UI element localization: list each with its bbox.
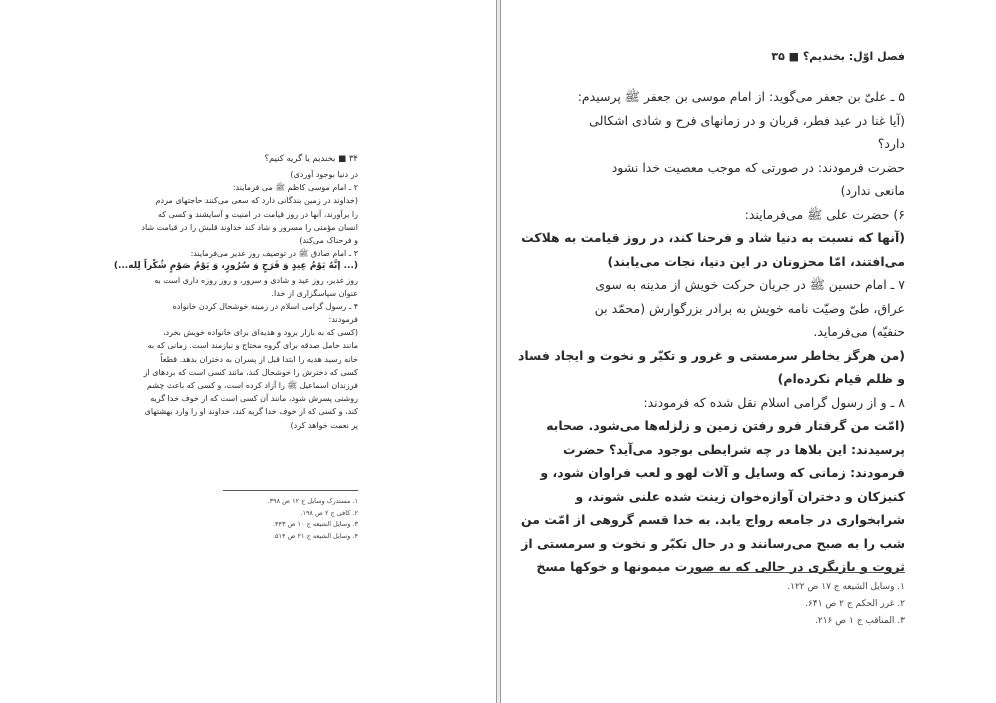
right-quote-line: فرمودند: زمانی که وسایل و آلات لهو و لعب فراوان شود، و <box>540 465 905 480</box>
left-line: در دنیا بوجود آوردی) <box>290 170 358 179</box>
right-quote-line: (من هرگز بخاطر سرمستی و غرور و تکبّر و نخوت و ایجاد فساد <box>517 347 905 363</box>
right-footnotes <box>600 572 905 630</box>
left-line: ۲ ـ امام موسی کاظم ﷺ می فرمایند: <box>232 183 358 193</box>
right-quote-line: کنیزکان و دختران آوازه‌خوان زینت شده علنی شوند، و <box>575 488 905 504</box>
left-page-header: ۳۴ ■ بخندیم یا گریه کنیم؟ <box>264 154 358 164</box>
right-quote-line: پرسیدند: این بلاها در چه شرایطی بوجود می‌آید؟ حضرت <box>563 441 905 457</box>
left-line: ۴ ـ رسول گرامی اسلام در زمینه خوشحال کردن خانواده <box>172 301 358 311</box>
right-page-body <box>517 85 905 579</box>
left-line: عنوان سپاسگزاری از خدا. <box>271 288 358 298</box>
left-line: روز غدیر، روز عید و شادی و سرور، و روز روزه داری است به <box>154 275 358 285</box>
right-quote-line: (امّت من گرفتار فرو رفتن زمین و زلزله‌ها می‌شود. صحابه <box>546 418 905 433</box>
footnote-divider <box>690 572 905 573</box>
right-quote-line: (آنها که نسبت به دنیا شاد و فرحنا کند، در روز قیامت به هلاکت <box>521 230 905 245</box>
right-quote-line: می‌افتند، امّا محزونان در این دنیا، نجات می‌یابند) <box>607 253 905 269</box>
left-line: و فرحناک می‌کند) <box>299 235 358 245</box>
footnote: ۳. المناقب ج ۱ ص ۲۱۶. <box>815 616 905 626</box>
footnote: ۳. وسایل الشیعه ج ۱۰ ص ۴۴۳. <box>272 520 358 528</box>
right-line: حنفیّه) می‌فرماید. <box>813 324 905 339</box>
footnote: ۱. مستدرک وسایل ج ۱۲ ص ۳۹۸. <box>267 497 358 505</box>
right-line: ۸ ـ و از رسول گرامی اسلام نقل شده که فرمودند: <box>643 394 905 410</box>
right-line: (آیا غنا در عید فطر، قربان و در زمانهای فرح و شادی اشکالی <box>589 112 905 128</box>
right-line: دارد؟ <box>877 136 905 151</box>
left-line: فرمودند: <box>328 315 358 325</box>
footnote: ۴. وسایل الشیعه ج ۲۱ ص ۵۱۴. <box>272 531 358 540</box>
right-line: ۷ ـ امام حسین ﷺ در جریان حرکت خویش از مدینه به سوی <box>595 277 905 292</box>
left-line: مانند حامل صدقه برای گروه محتاج و نیازمند است. زمانی که به <box>147 341 358 351</box>
left-line: انسان مؤمنی را مسرور و شاد کند خداوند قلبش را در قیامت شاد <box>141 222 358 232</box>
right-line: عراق، طیّ وصیّت نامه خویش به برادر بزرگوارش (محمّد بن <box>594 300 905 316</box>
left-line: فرزندان اسماعیل ﷺ را آزاد کرده است، و کسی که باعث چشم <box>146 381 358 390</box>
right-quote-line: شرابخواری در جامعه رواج یابد. به خدا قسم گروهی از امّت من <box>520 512 905 527</box>
left-line: (کسی که به بازار برود و هدیه‌ای برای خانواده خویش بخرد، <box>162 328 358 338</box>
right-page-header: فصل اوّل: بخندیم؟ ■ ۳۵ <box>771 50 905 63</box>
left-line: روشنی پسرش شود، مانند آن کسی است که از خوف خدا گریه <box>150 394 358 404</box>
right-line: مانعی ندارد) <box>840 183 905 198</box>
left-arabic-quote: (... إنَّهُ یَوْمُ عِیدٍ وَ فَرَحٍ وَ سُرُورٍ، وَ یَوْمُ صَوْمٍ شُکْراً لِله...) <box>113 261 358 272</box>
footnote: ۱. وسایل الشیعه ج ۱۷ ص ۱۲۲. <box>787 582 905 592</box>
left-line: خانه رسید هدیه را ابتدا قبل از پسران به دختران بدهد. قطعاً <box>160 354 358 364</box>
left-footnotes <box>112 490 358 542</box>
footnote: ۲. غرر الحکم ج ۲ ص ۶۴۱. <box>805 599 905 609</box>
right-quote-line: ثروت و بازیگری در حالی که به صورت میمونها و خوکها مسخ <box>536 559 905 574</box>
left-page-body <box>112 150 358 432</box>
right-quote-line: و ظلم قیام نکرده‌ام) <box>777 371 905 386</box>
right-line: حضرت فرمودند: در صورتی که موجب معصیت خدا نشود <box>611 159 905 175</box>
right-line: ۵ ـ علیّ بن جعفر می‌گوید: از امام موسی بن جعفر ﷺ پرسیدم: <box>577 89 905 104</box>
footnote: ۲. کافی ج ۲ ص ۱۹۸. <box>300 508 358 517</box>
left-line: پر نعمت خواهد کرد) <box>290 420 358 430</box>
left-line: ۳ ـ امام صادق ﷺ در توصیف روز غدیر می‌فرمایند: <box>190 249 358 259</box>
left-line: کسی که دخترش را خوشحال کند، مانند کسی است که بردهای از <box>143 367 358 377</box>
footnote-divider <box>223 490 358 491</box>
right-quote-line: شب را به صبح می‌رسانند و در حال تکبّر و نخوت و سرمستی از <box>521 535 905 551</box>
left-line: (خداوند در زمین بندگانی دارد که سعی می‌کنند حاجتهای مردم <box>155 196 358 206</box>
left-line: را برآورند، آنها در روز قیامت در امنیت و آسایشند و کسی که <box>158 209 358 219</box>
left-line: کند، و کسی که از خوف خدا گریه کند، خداوند او را وارد بهشتهای <box>144 407 358 417</box>
right-line: ۶) حضرت علی ﷺ می‌فرمایند: <box>744 206 905 222</box>
